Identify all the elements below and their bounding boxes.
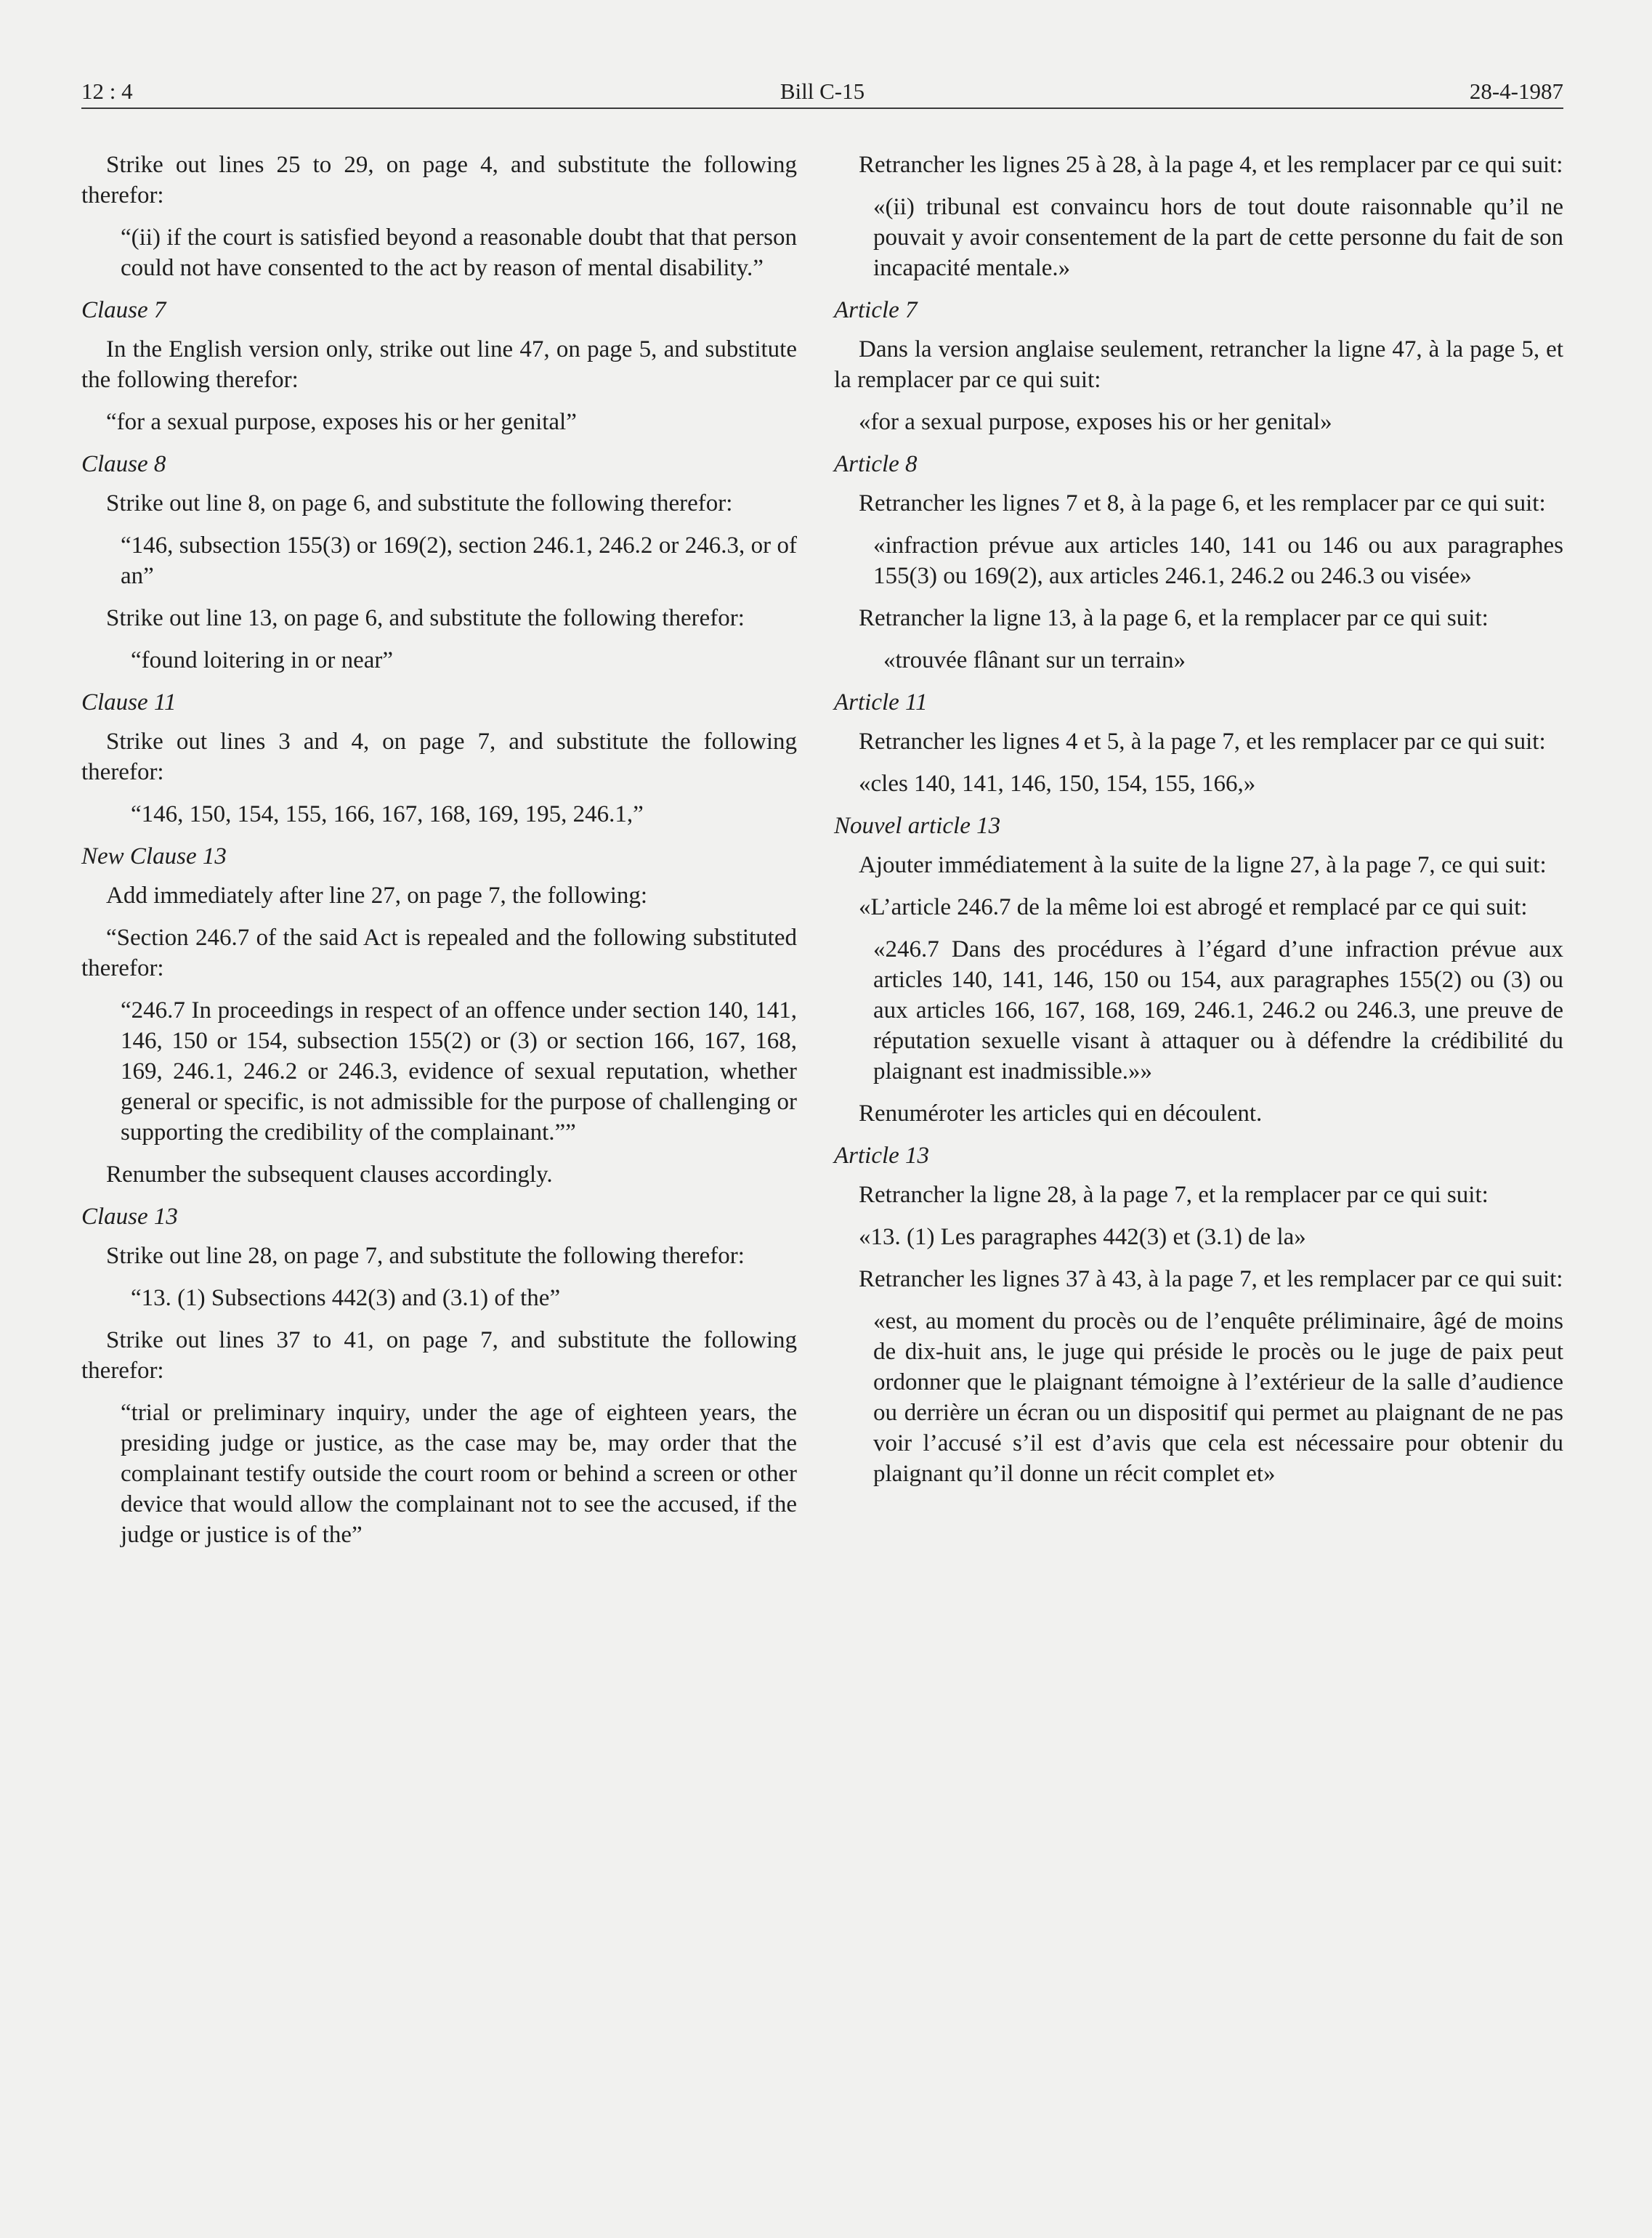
amendment-text: «(ii) tribunal est convaincu hors de tout doute raisonnable qu’il ne pouvait y avoir consentement de la part de cette personne du fait de son incapacité mentale.» — [873, 194, 1563, 281]
amendment-text: «13. (1) Les paragraphes 442(3) et (3.1) de la» — [859, 1224, 1306, 1250]
amendment-text: «L’article 246.7 de la même loi est abrogé et remplacé par ce qui suit: — [859, 894, 1528, 920]
amendment-text: «est, au moment du procès ou de l’enquête préliminaire, âgé de moins de dix-huit ans, le juge qui préside le procès ou le juge de paix peut ordonner que le plaignant témoigne à l’extérieur de la salle d’audience ou derrière un écran ou un dispositif qui permet au plaignant de ne pas voir l’accusé s’il est d’avis que cela est nécessaire pour obtenir du plaignant qu’il donne un récit complet et» — [873, 1308, 1563, 1487]
amendment-text: «infraction prévue aux articles 140, 141 ou 146 ou aux paragraphes 155(3) ou 169(2), aux articles 246.1, 246.2 ou 246.3 ou visée» — [873, 532, 1563, 589]
instruction-paragraph: Strike out lines 3 and 4, on page 7, and substitute the following therefor: — [81, 729, 797, 785]
instruction-paragraph: In the English version only, strike out line 47, on page 5, and substitute the following therefor: — [81, 336, 797, 393]
clause-heading: Clause 8 — [81, 451, 166, 477]
clause-heading: Clause 13 — [81, 1204, 178, 1230]
instruction-paragraph: Strike out line 8, on page 6, and substitute the following therefor: — [106, 490, 733, 516]
amendment-text: “146, 150, 154, 155, 166, 167, 168, 169, 195, 246.1,” — [131, 801, 644, 827]
clause-heading: Article 8 — [834, 451, 918, 477]
header-date: 28-4-1987 — [1469, 78, 1563, 104]
clause-heading: Clause 7 — [81, 297, 166, 323]
bill-title: Bill C-15 — [780, 78, 865, 104]
instruction-paragraph: Retrancher la ligne 28, à la page 7, et la remplacer par ce qui suit: — [859, 1182, 1489, 1208]
instruction-paragraph: Retrancher les lignes 37 à 43, à la page 7, et les remplacer par ce qui suit: — [859, 1266, 1563, 1292]
clause-heading: New Clause 13 — [81, 843, 227, 869]
clause-heading: Article 7 — [834, 297, 918, 323]
instruction-paragraph: Renumber the subsequent clauses accordingly. — [106, 1161, 553, 1188]
instruction-paragraph: Strike out lines 25 to 29, on page 4, and substitute the following therefor: — [81, 152, 797, 208]
french-column — [834, 150, 1563, 1501]
instruction-paragraph: Ajouter immédiatement à la suite de la ligne 27, à la page 7, ce qui suit: — [859, 852, 1547, 878]
instruction-paragraph: Add immediately after line 27, on page 7, the following: — [106, 883, 648, 909]
clause-heading: Nouvel article 13 — [834, 813, 1001, 839]
page-header — [81, 78, 1563, 115]
amendment-text: “for a sexual purpose, exposes his or her genital” — [106, 409, 577, 435]
instruction-paragraph: Renuméroter les articles qui en découlent. — [859, 1100, 1263, 1127]
instruction-paragraph: Strike out line 28, on page 7, and substitute the following therefor: — [106, 1243, 745, 1269]
english-column — [81, 150, 797, 1562]
amendment-text: “246.7 In proceedings in respect of an offence under section 140, 141, 146, 150 or 154, subsection 155(2) or (3) or section 166, 167, 168, 169, 246.1, 246.2 or 246.3, evidence of sexual reputation, whether general or specific, is not admissible for the purpose of challenging or supporting the credibility of the complainant.”” — [121, 997, 797, 1146]
amendment-text: “Section 246.7 of the said Act is repealed and the following substituted therefor: — [81, 925, 797, 981]
amendment-text: “trial or preliminary inquiry, under the age of eighteen years, the presiding judge or justice, as the case may be, may order that the complainant testify outside the court room or behind a screen or other device that would allow the complainant not to see the accused, if the judge or justice is of the” — [121, 1400, 797, 1548]
instruction-paragraph: Dans la version anglaise seulement, retrancher la ligne 47, à la page 5, et la remplacer par ce qui suit: — [834, 336, 1563, 393]
instruction-paragraph: Retrancher les lignes 25 à 28, à la page 4, et les remplacer par ce qui suit: — [859, 152, 1563, 178]
amendment-text: “found loitering in or near” — [131, 647, 394, 673]
clause-heading: Article 11 — [834, 689, 928, 715]
amendment-text: “13. (1) Subsections 442(3) and (3.1) of the” — [131, 1285, 561, 1311]
amendment-text: «trouvée flânant sur un terrain» — [883, 647, 1186, 673]
amendment-text: “146, subsection 155(3) or 169(2), section 246.1, 246.2 or 246.3, or of an” — [121, 532, 797, 589]
clause-heading: Article 13 — [834, 1143, 930, 1169]
amendment-text: “(ii) if the court is satisfied beyond a reasonable doubt that that person could not have consented to the act by reason of mental disability.” — [121, 224, 797, 281]
amendment-text: «for a sexual purpose, exposes his or her genital» — [859, 409, 1332, 435]
instruction-paragraph: Retrancher les lignes 4 et 5, à la page 7, et les remplacer par ce qui suit: — [859, 729, 1546, 755]
page-number: 12 : 4 — [81, 78, 133, 104]
header-rule — [81, 108, 1563, 109]
clause-heading: Clause 11 — [81, 689, 177, 715]
instruction-paragraph: Strike out lines 37 to 41, on page 7, and substitute the following therefor: — [81, 1327, 797, 1384]
instruction-paragraph: Retrancher la ligne 13, à la page 6, et la remplacer par ce qui suit: — [859, 605, 1489, 631]
instruction-paragraph: Retrancher les lignes 7 et 8, à la page 6, et les remplacer par ce qui suit: — [859, 490, 1546, 516]
instruction-paragraph: Strike out line 13, on page 6, and substitute the following therefor: — [106, 605, 745, 631]
amendment-text: «cles 140, 141, 146, 150, 154, 155, 166,» — [859, 771, 1256, 797]
amendment-text: «246.7 Dans des procédures à l’égard d’une infraction prévue aux articles 140, 141, 146, 150 ou 154, aux paragraphes 155(2) ou (3) ou aux articles 166, 167, 168, 169, 246.1, 246.2 ou 246.3, une preuve de réputation sexuelle visant à attaquer ou à défendre la crédibilité du plaignant est inadmissible.»» — [873, 936, 1563, 1084]
